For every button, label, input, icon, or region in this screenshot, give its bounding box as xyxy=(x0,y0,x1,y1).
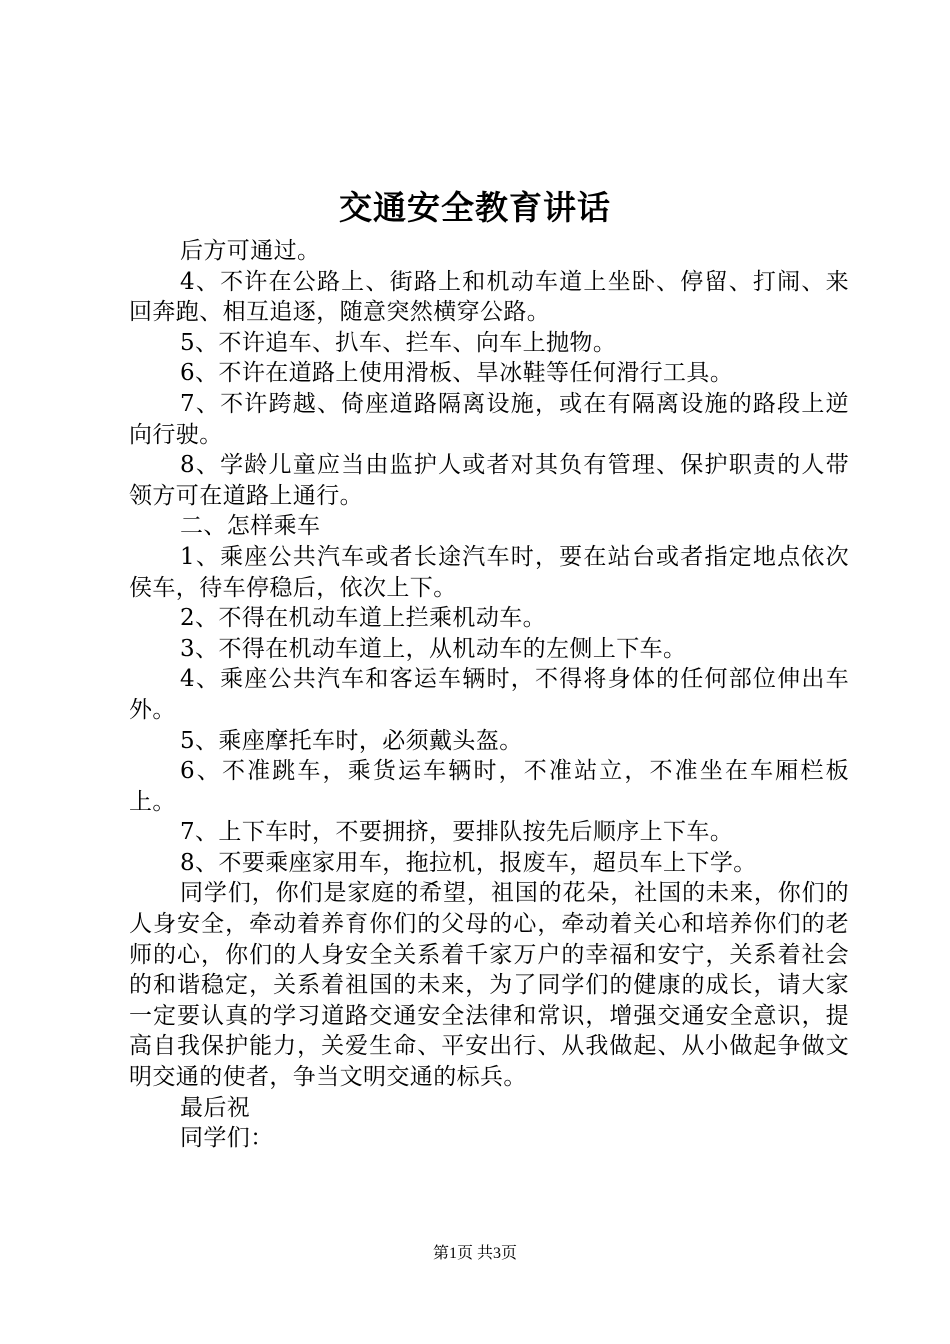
paragraph: 后方可通过。 xyxy=(180,238,321,264)
paragraph: 2、不得在机动车道上拦乘机动车。 xyxy=(180,605,547,632)
paragraph: 4、乘座公共汽车和客运车辆时，不得将身体的任何部位伸出车外。 xyxy=(129,666,849,723)
paragraph: 3、不得在机动车道上，从机动车的左侧上下车。 xyxy=(180,635,687,662)
paragraph: 6、不准跳车，乘货运车辆时，不准站立，不准坐在车厢栏板上。 xyxy=(129,758,849,815)
paragraph: 8、不要乘座家用车，拖拉机，报废车，超员车上下学。 xyxy=(180,849,757,876)
document-title: 交通安全教育讲话 xyxy=(339,188,611,227)
paragraph: 4、不许在公路上、街路上和机动车道上坐卧、停留、打闹、来回奔跑、相互追逐，随意突然横穿公路。 xyxy=(129,268,849,326)
paragraph: 7、上下车时，不要拥挤，要排队按先后顺序上下车。 xyxy=(180,819,734,846)
salutation: 最后祝 xyxy=(180,1094,251,1121)
paragraph: 5、不许追车、扒车、拦车、向车上抛物。 xyxy=(180,329,617,356)
paragraph: 1、乘座公共汽车或者长途汽车时，要在站台或者指定地点依次侯车，待车停稳后，依次上下。 xyxy=(129,543,849,601)
salutation-recipient: 同学们： xyxy=(180,1125,274,1152)
closing-paragraph: 同学们，你们是家庭的希望，祖国的花朵，社国的未来，你们的人身安全，牵动着养育你们的父母的心，牵动着关心和培养你们的老师的心，你们的人身安全关系着千家万户的幸福和安宁，关系着社会的和谐稳定，关系着祖国的未来，为了同学们的健康的成长，请大家一定要认真的学习道路交通安全法律和常识，增强交通安全意识，提高自我保护能力，关爱生命、平安出行、从我做起、从小做起争做文明交通的使者，争当文明交通的标兵。 xyxy=(129,880,849,1091)
section-heading: 二、怎样乘车 xyxy=(180,513,321,540)
document-body xyxy=(129,236,849,1154)
page-number-footer: 第1页 共3页 xyxy=(432,1245,517,1262)
paragraph: 6、不许在道路上使用滑板、旱冰鞋等任何滑行工具。 xyxy=(180,360,734,387)
paragraph: 8、学龄儿童应当由监护人或者对其负有管理、保护职责的人带领方可在道路上通行。 xyxy=(129,452,849,509)
paragraph: 7、不许跨越、倚座道路隔离设施，或在有隔离设施的路段上逆向行驶。 xyxy=(129,390,849,448)
paragraph: 5、乘座摩托车时，必须戴头盔。 xyxy=(180,727,523,754)
